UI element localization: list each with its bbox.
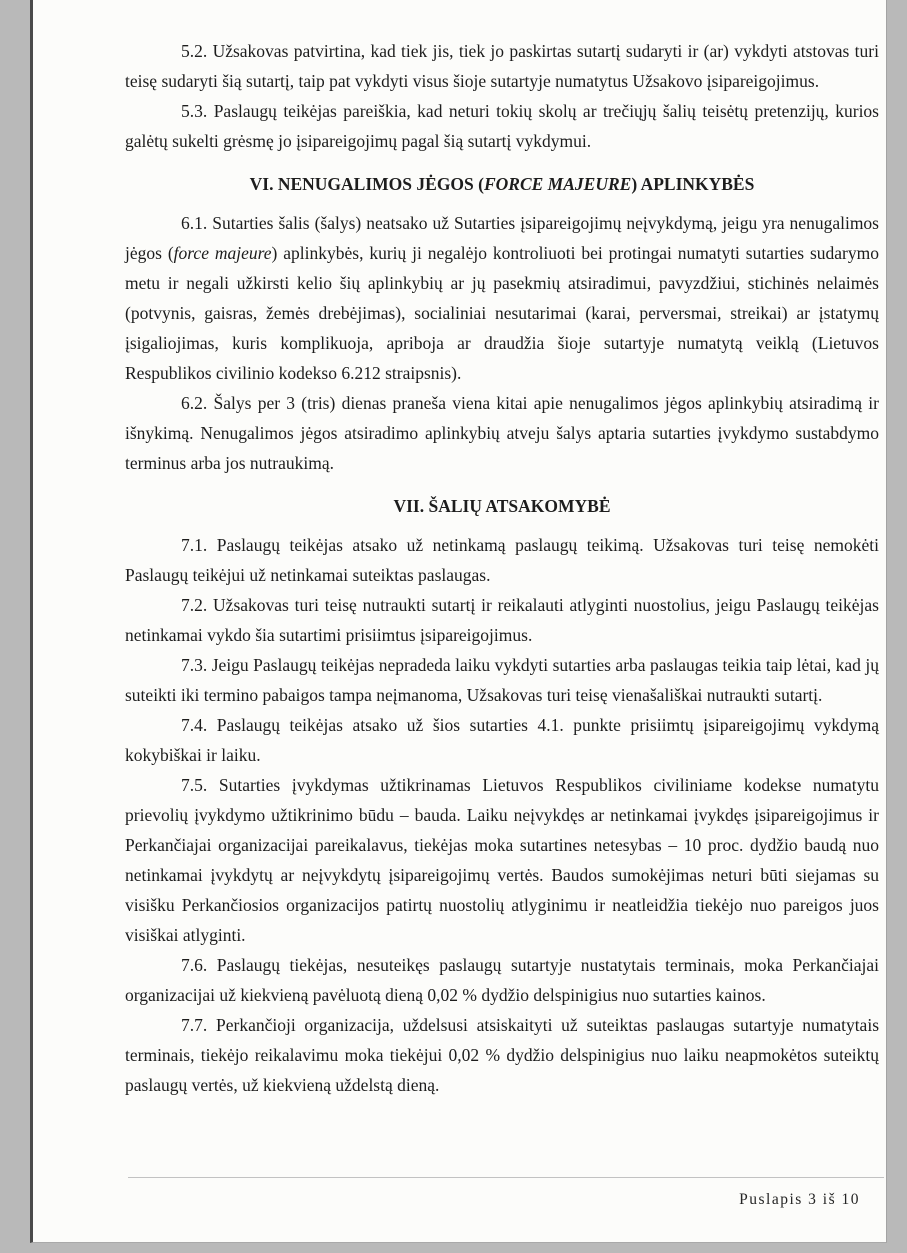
paragraph — [125, 590, 879, 650]
paragraph — [125, 950, 879, 1010]
text-run: VI. NENUGALIMOS JĖGOS ( — [249, 174, 484, 194]
text-run: 5.2. Užsakovas patvirtina, kad tiek jis, tiek jo paskirtas sutartį sudaryti ir (ar) vykdyti atstovas turi teisę sudaryti šią sutartį, taip pat vykdyti visus šioje sutartyje numatytus Užsakovo įsipareigojimus. — [125, 41, 879, 91]
paragraph — [125, 530, 879, 590]
text-run: 5.3. Paslaugų teikėjas pareiškia, kad neturi tokių skolų ar trečiųjų šalių teisėtų pretenzijų, kurios galėtų sukelti grėsmę jo įsipareigojimų pagal šią sutartį vykdymui. — [125, 101, 879, 151]
text-run: 7.1. Paslaugų teikėjas atsako už netinkamą paslaugų teikimą. Užsakovas turi teisę nemokėti Paslaugų teikėjui už netinkamai suteiktas paslaugas. — [125, 535, 879, 585]
text-run: 7.6. Paslaugų tiekėjas, nesuteikęs paslaugų sutartyje nustatytais terminais, moka Perkančiajai organizacijai už kiekvieną pavėluotą dieną 0,02 % dydžio delspinigius nuo sutarties kainos. — [125, 955, 879, 1005]
text-run: 6.1. Sutarties šalis (šalys) neatsako už Sutarties įsipareigojimų neįvykdymą, jeigu yra nenugalimos jėgos ( — [125, 213, 879, 263]
text-run: FORCE MAJEURE — [483, 174, 632, 194]
paragraph — [125, 770, 879, 950]
document-content — [125, 36, 879, 1100]
section-heading — [125, 169, 879, 199]
section-heading — [125, 491, 879, 521]
paragraph — [125, 208, 879, 388]
document-page — [30, 0, 887, 1243]
text-run: 7.4. Paslaugų teikėjas atsako už šios sutarties 4.1. punkte prisiimtų įsipareigojimų vykdymą kokybiškai ir laiku. — [125, 715, 879, 765]
text-run: 7.5. Sutarties įvykdymas užtikrinamas Lietuvos Respublikos civiliniame kodekse numatytu prievolių įvykdymo užtikrinimo būdu – bauda. Laiku neįvykdęs ar netinkamai įvykdęs įsipareigojimus ir Perkančiajai organizacijai pareikalavus, tiekėjas moka sutartines netesybas – 10 proc. dydžio baudą nuo netinkamai įvykdytų ar neįvykdytų įsipareigojimų vertės. Baudos sumokėjimas neturi būti siejamas su visišku Perkančiosios organizacijos patirtų nuostolių atlyginimu ir neatleidžia tiekėjo nuo pareigos juos visiškai atlyginti. — [125, 775, 879, 945]
paragraph — [125, 36, 879, 96]
text-run: 6.2. Šalys per 3 (tris) dienas praneša viena kitai apie nenugalimos jėgos aplinkybių atsiradimą ir išnykimą. Nenugalimos jėgos atsiradimo aplinkybių atveju šalys aptaria sutarties įvykdymo sustabdymo terminus arba jos nutraukimą. — [125, 393, 879, 473]
paragraph — [125, 710, 879, 770]
text-run: 7.7. Perkančioji organizacija, uždelsusi atsiskaityti už suteiktas paslaugas sutartyje numatytais terminais, tiekėjo reikalavimu moka tiekėjui 0,02 % dydžio delspinigius nuo laiku neapmokėtos suteiktų paslaugų vertės, už kiekvieną uždelstą dieną. — [125, 1015, 879, 1095]
text-run: VII. ŠALIŲ ATSAKOMYBĖ — [393, 496, 611, 516]
paragraph — [125, 1010, 879, 1100]
text-run: 7.2. Užsakovas turi teisę nutraukti sutartį ir reikalauti atlyginti nuostolius, jeigu Paslaugų teikėjas netinkamai vykdo šia sutartimi prisiimtus įsipareigojimus. — [125, 595, 879, 645]
text-run: ) APLINKYBĖS — [631, 174, 755, 194]
text-run: force majeure — [173, 243, 272, 263]
text-run: ) aplinkybės, kurių ji negalėjo kontroliuoti bei protingai numatyti sutarties sudarymo metu ir negali užkirsti kelio šių aplinkybių ar jų pasekmių atsiradimui, pavyzdžiui, stichinės nelaimės (potvynis, gaisras, žemės drebėjimas), socialiniai nesutarimai (karai, perversmai, streikai) ar įstatymų įsigaliojimas, kuris komplikuoja, apriboja ar draudžia šioje sutartyje numatytą veiklą (Lietuvos Respublikos civilinio kodekso 6.212 straipsnis). — [125, 243, 879, 383]
paragraph — [125, 650, 879, 710]
paragraph — [125, 96, 879, 156]
footer-divider — [128, 1177, 884, 1178]
paragraph — [125, 388, 879, 478]
page-number: Puslapis 3 iš 10 — [739, 1191, 860, 1208]
text-run: 7.3. Jeigu Paslaugų teikėjas nepradeda laiku vykdyti sutarties arba paslaugas teikia taip lėtai, kad jų suteikti iki termino pabaigos tampa neįmanoma, Užsakovas turi teisę vienašališkai nutraukti sutartį. — [125, 655, 879, 705]
